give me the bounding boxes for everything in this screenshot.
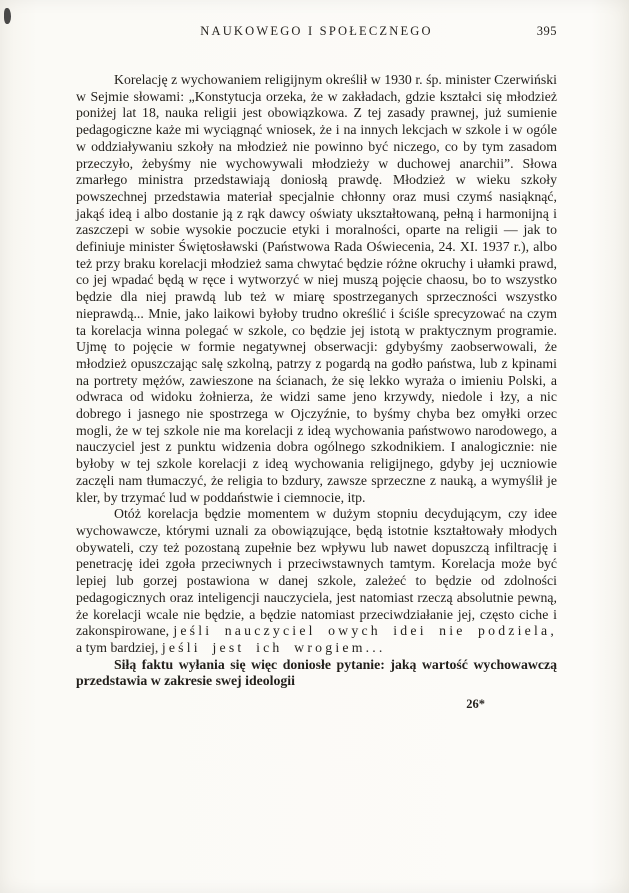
page-number: 395: [536, 24, 557, 38]
running-header-title: NAUKOWEGO I SPOŁECZNEGO: [200, 24, 433, 38]
body-paragraph-1: Korelację z wychowaniem religijnym określił w 1930 r. śp. minister Czerwiński w Sejmie słowami: „Konstytucja orzeka, że w zakładach, gdzie kształci się młodzież poniżej lat 18, nauka religii jest obowiązkowa. Z tej zasady prawnej, już sumienie pedagogiczne każe mi wyciągnąć wniosek, że i na innych lekcjach w szkole i w ogóle w oddziaływaniu szkoły na młodzież nie powinno być niczego, co by tym zasadom przeczyło, żebyśmy nie wychowywali młodzieży w duchowej anarchii”. Słowa zmarłego ministra przedstawiają doniosłą prawdę. Młodzież w wieku szkoły powszechnej przedstawia materiał specjalnie chłonny oraz musi czymś nasiąknąć, jakąś ideą i albo dostanie ją z rąk dawcy oświaty ukształtowaną, pełną i harmonijną i zaszczepi w sobie wysokie poczucie etyki i moralności, oparte na religii — jak to definiuje minister Świętosławski (Państwowa Rada Oświecenia, 24. XI. 1937 r.), albo też przy braku korelacji młodzież sama chwytać będzie różne okruchy i ułamki prawd, co jej wpadać będą w ręce i wytworzyć w niej muszą pojęcie chaosu, bo to wszystko będzie dla niej prawdą lub też w miarę spostrzeganych sprzeczności wszystko nieprawdą... Mnie, jako laikowi byłoby trudno określić i ściśle sprecyzować na czym ta korelacja winna polegać w szkole, co będzie jej istotą w praktycznym programie. Ujmę to pojęcie w formie negatywnej obserwacji: gdybyśmy zaobserwowali, że młodzież opuszczając salę szkolną, patrzy z pogardą na godło państwa, lub z kpinami na portrety mężów, zawieszone na ścianach, że się lekko wyraża o imieniu Polski, a odwraca od widoku żołnierza, że widzi same jeno krzywdy, niedole i łzy, a nic dobrego i jasnego nie spostrzega w Ojczyźnie, to byśmy chyba bez omyłki orzec mogli, że w tej szkole nie ma korelacji z ideą wychowania państwowo narodowego, a nauczyciel jest z punktu widzenia dobra ogólnego szkodnikiem. I analogicznie: nie byłoby w tej szkole korelacji z ideą wychowania religijnego, gdyby jej uczniowie zaczęli nam tłumaczyć, że religia to bzdury, zawsze sprzeczne z nauką, a wymyślił je kler, by trzymać lud w poddaństwie i ciemnocie, itp.: [76, 72, 557, 505]
body-paragraph-3: Siłą faktu wyłania się więc doniosłe pytanie: jaką wartość wychowawczą przedstawia w zakresie swej ideologii: [76, 656, 557, 689]
scan-artifact: [4, 8, 11, 24]
text-block: [76, 24, 557, 713]
paragraph-2-lead: Otóż korelacja będzie momentem w dużym stopniu decydującym, czy idee wychowawcze, którymi uznali za obowiązujące, będą istotnie kształtowały młodych obywateli, czy też pozostaną zupełnie bez wpływu lub nawet dopuszczą infiltrację i penetrację idei zgoła przeciwnych i przeciwstawnych tamtym. Korelacja może być lepiej lub gorzej postawiona w danej szkole, zależeć to będzie od zdolności pedagogicznych oraz inteligencji nauczyciela, jest natomiast rzeczą absolutnie pewną, że korelacji wcale nie będzie, a będzie natomiast przeciwdziałanie jej, często ciche i zakonspirowane,: [76, 506, 557, 639]
footer-signature: 26*: [466, 697, 485, 712]
paragraph-2-emphasis-1: jeśli nauczyciel owych idei nie podziela,: [173, 623, 557, 639]
page-header: [76, 24, 557, 42]
body-paragraph-2: [76, 506, 557, 656]
paragraph-2-emphasis-2: jeśli jest ich wrogiem...: [161, 639, 386, 655]
page-body: [76, 72, 557, 713]
paragraph-2-mid: a tym bardziej,: [76, 639, 159, 655]
